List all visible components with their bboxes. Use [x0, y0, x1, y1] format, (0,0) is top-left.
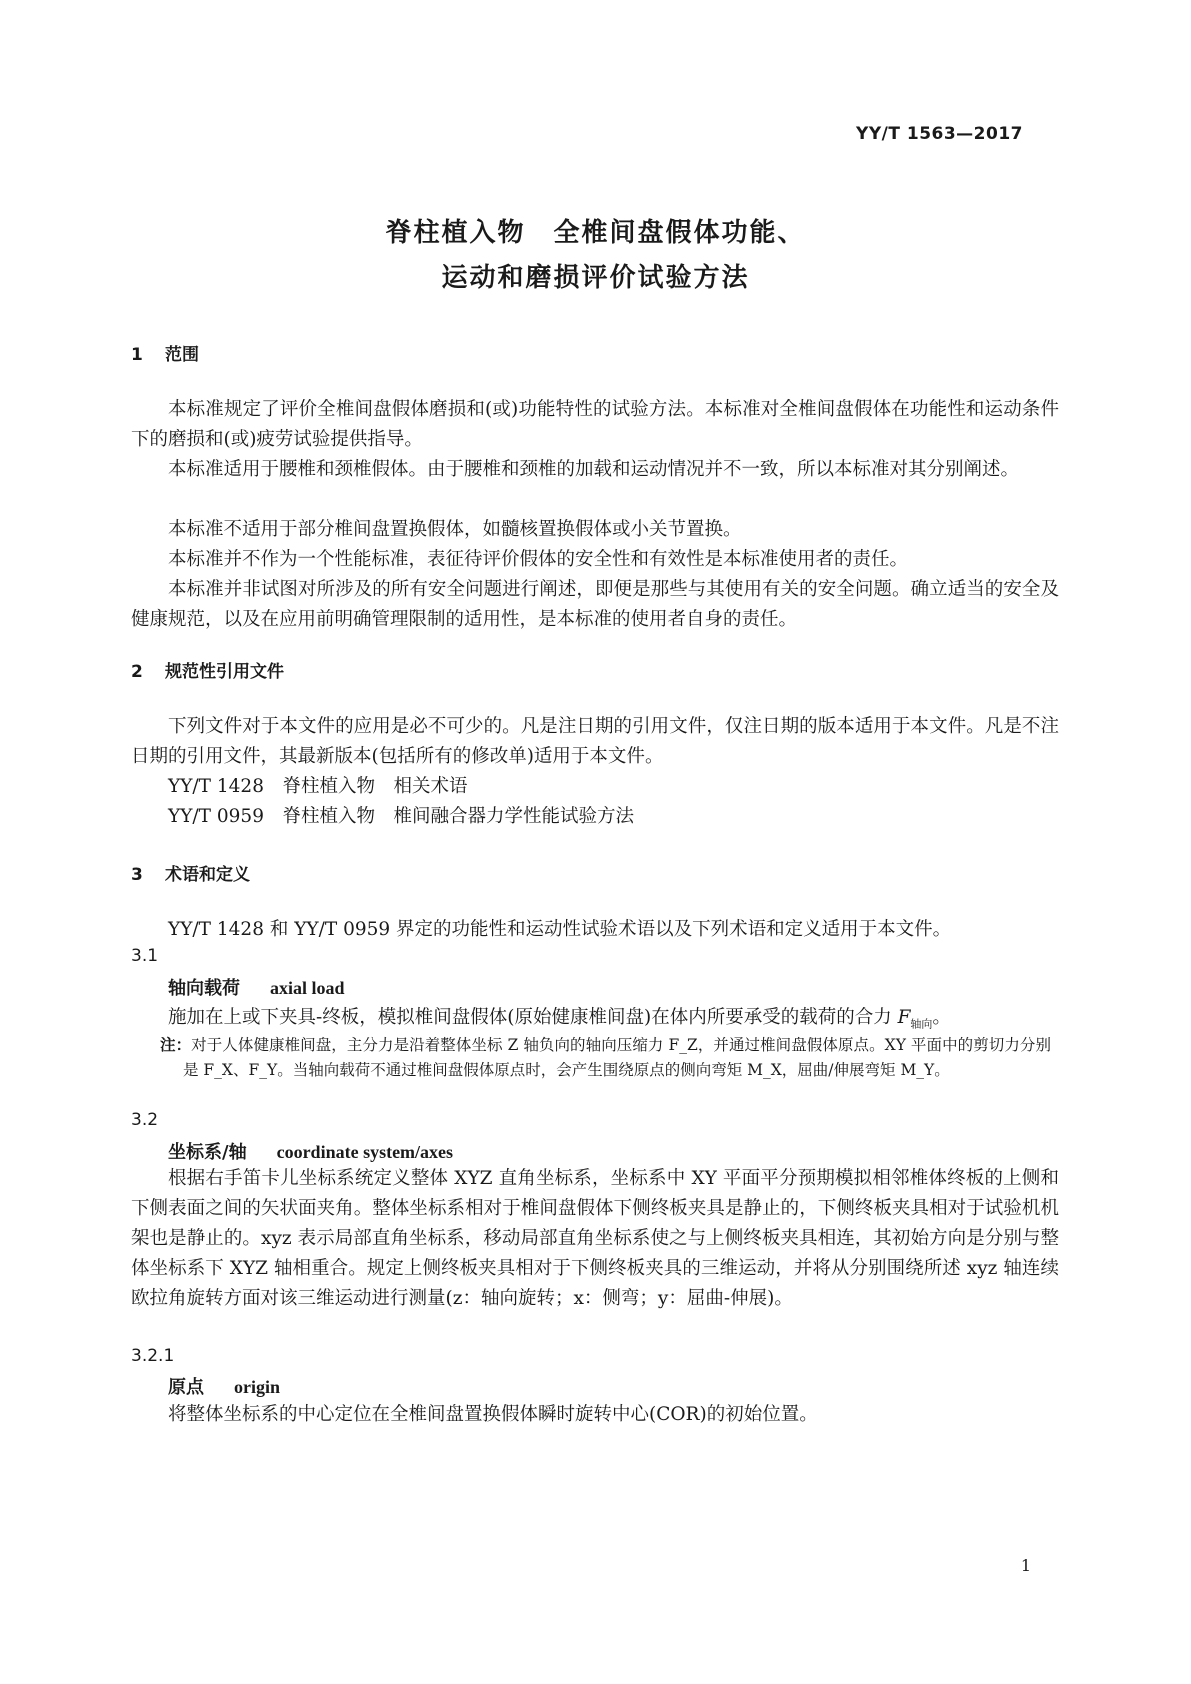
document-title-line1: 脊柱植入物 全椎间盘假体功能、 — [385, 218, 806, 248]
references-intro: 下列文件对于本文件的应用是必不可少的。凡是注日期的引用文件，仅注日期的版本适用于本文件。凡是不注日期的引用文件，其最新版本(包括所有的修改单)适用于本文件。 — [131, 716, 1059, 767]
term-definition: 施加在上或下夹具-终板，模拟椎间盘假体(原始健康椎间盘)在体内所要承受的载荷的合力 $F_{轴向}$。 — [168, 1007, 951, 1031]
scope-paragraph-3: 本标准不适用于部分椎间盘置换假体，如髓核置换假体或小关节置换。 — [168, 519, 742, 540]
scope-paragraph-1: 本标准规定了评价全椎间盘假体磨损和(或)功能特性的试验方法。本标准对全椎间盘假体在功能性和运动条件下的磨损和(或)疲劳试验提供指导。 — [131, 399, 1059, 450]
clause-number: 3.2 — [131, 1110, 159, 1130]
term-en: axial load — [270, 978, 345, 998]
section-number: 1 — [131, 345, 143, 365]
term-definition: 根据右手笛卡儿坐标系统定义整体 XYZ 直角坐标系，坐标系中 XY 平面平分预期模拟相邻椎体终板的上侧和下侧表面之间的矢状面夹角。整体坐标系相对于椎间盘假体下侧终板夹具是静止的，下侧终板夹具相对于试验机机架也是静止的。xyz 表示局部直角坐标系，移动局部直角坐标系使之与上侧终板夹具相连，其初始方向是分别与整体坐标系下 XYZ 轴相重合。规定上侧终板夹具相对于下侧终板夹具的三维运动，并将从分别围绕所述 xyz 轴连续欧拉角旋转方面对该三维运动进行测量(z：轴向旋转；x：侧弯；y：屈曲-伸展)。 — [131, 1168, 1059, 1309]
standard-number: YY/T 1563—2017 — [856, 124, 1023, 144]
term-heading — [168, 1373, 280, 1399]
section-1-heading — [131, 340, 199, 365]
document-title-line2: 运动和磨损评价试验方法 — [441, 263, 750, 293]
scope-paragraph-4: 本标准并不作为一个性能标准，表征待评价假体的安全性和有效性是本标准使用者的责任。 — [168, 549, 909, 570]
section-3-heading — [131, 860, 250, 885]
section-title: 范围 — [165, 345, 199, 365]
scope-paragraph-5: 本标准并非试图对所涉及的所有安全问题进行阐述，即便是那些与其使用有关的安全问题。确立适当的安全及健康规范，以及在应用前明确管理限制的适用性，是本标准的使用者自身的责任。 — [131, 579, 1059, 630]
reference-item: YY/T 1428 脊柱植入物 相关术语 — [168, 776, 468, 797]
term-note — [160, 1032, 1051, 1083]
term-zh: 坐标系/轴 — [168, 1142, 247, 1163]
note-label: 注： — [160, 1035, 192, 1054]
terms-intro: YY/T 1428 和 YY/T 0959 界定的功能性和运动性试验术语以及下列术语和定义适用于本文件。 — [168, 919, 952, 940]
term-zh: 原点 — [168, 1377, 204, 1398]
term-zh: 轴向载荷 — [168, 978, 240, 999]
term-en: coordinate system/axes — [276, 1142, 454, 1162]
note-text: 对于人体健康椎间盘，主分力是沿着整体坐标 Z 轴负向的轴向压缩力 F_Z，并通过椎间盘假体原点。XY 平面中的剪切力分别是 F_X、F_Y。当轴向载荷不通过椎间盘假体原点时，会产生围绕原点的侧向弯矩 M_X，屈曲/伸展弯矩 M_Y。 — [183, 1036, 1051, 1079]
clause-number: 3.2.1 — [131, 1346, 175, 1366]
reference-item: YY/T 0959 脊柱植入物 椎间融合器力学性能试验方法 — [168, 806, 634, 827]
section-2-heading — [131, 657, 284, 682]
section-title: 规范性引用文件 — [165, 662, 284, 682]
term-heading — [168, 1138, 453, 1164]
section-number: 3 — [131, 865, 143, 885]
term-en: origin — [234, 1377, 281, 1397]
term-definition: 将整体坐标系的中心定位在全椎间盘置换假体瞬时旋转中心(COR)的初始位置。 — [168, 1404, 818, 1425]
scope-paragraph-2: 本标准适用于腰椎和颈椎假体。由于腰椎和颈椎的加载和运动情况并不一致，所以本标准对其分别阐述。 — [168, 459, 1020, 480]
page-number: 1 — [1020, 1556, 1031, 1575]
clause-number: 3.1 — [131, 946, 159, 966]
term-heading — [168, 974, 345, 1000]
section-number: 2 — [131, 662, 143, 682]
section-title: 术语和定义 — [165, 865, 250, 885]
